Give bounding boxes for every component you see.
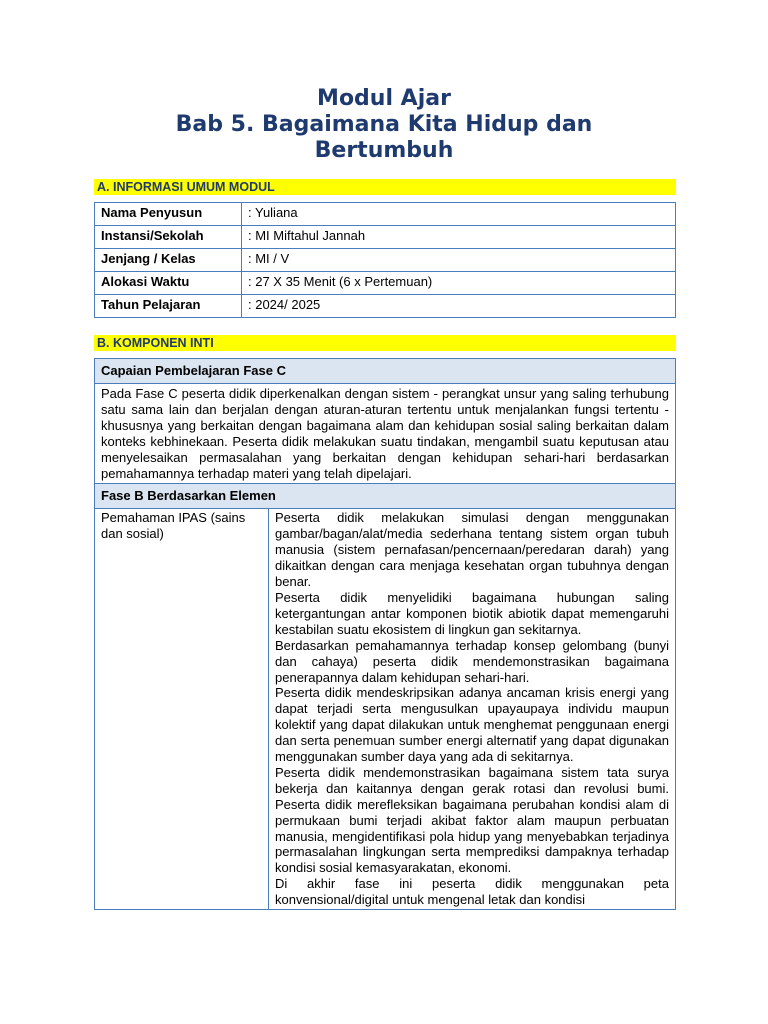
info-key: Instansi/Sekolah bbox=[95, 226, 242, 249]
info-value: : MI Miftahul Jannah bbox=[242, 226, 676, 249]
element-paragraph: Di akhir fase ini peserta didik menggunakan peta konvensional/digital untuk mengenal letak dan kondisi bbox=[275, 876, 669, 908]
element-paragraph: Berdasarkan pemahamannya terhadap konsep gelombang (bunyi dan cahaya) peserta didik mendemonstrasikan bagaimana penerapannya dalam kehidupan sehari-hari. bbox=[275, 637, 669, 685]
table-row bbox=[95, 272, 676, 295]
fase-header: Fase B Berdasarkan Elemen bbox=[95, 484, 676, 509]
cp-header: Capaian Pembelajaran Fase C bbox=[95, 359, 676, 384]
info-key: Jenjang / Kelas bbox=[95, 249, 242, 272]
info-value: : MI / V bbox=[242, 249, 676, 272]
section-a-heading: A. INFORMASI UMUM MODUL bbox=[94, 179, 676, 195]
table-row bbox=[95, 295, 676, 318]
info-value: : 2024/ 2025 bbox=[242, 295, 676, 318]
title-line-1: Modul Ajar bbox=[317, 86, 451, 111]
table-row bbox=[95, 359, 676, 384]
table-row bbox=[95, 384, 676, 484]
table-row bbox=[95, 226, 676, 249]
section-b-heading: B. KOMPONEN INTI bbox=[94, 335, 676, 351]
info-key: Alokasi Waktu bbox=[95, 272, 242, 295]
info-key: Tahun Pelajaran bbox=[95, 295, 242, 318]
info-key: Nama Penyusun bbox=[95, 203, 242, 226]
element-paragraph: Peserta didik mendeskripsikan adanya ancaman krisis energi yang dapat terjadi serta mengusulkan upayaupaya individu maupun kolektif yang dapat dilakukan untuk menghemat penggunaan energi dan serta penemuan sumber energi alternatif yang dapat digunakan menggunakan sumber daya yang ada di sekitarnya. bbox=[275, 685, 669, 765]
document-title bbox=[0, 86, 768, 164]
title-line-2: Bab 5. Bagaimana Kita Hidup dan bbox=[175, 112, 593, 137]
info-table bbox=[94, 202, 676, 318]
element-name: Pemahaman IPAS (sains dan sosial) bbox=[95, 509, 269, 910]
element-description bbox=[269, 509, 676, 910]
element-paragraph: Peserta didik mendemonstrasikan bagaimana sistem tata surya bekerja dan kaitannya dengan gerak rotasi dan revolusi bumi. Peserta didik merefleksikan bagaimana perubahan kondisi alam di permukaan bumi terjadi akibat faktor alam maupun perbuatan manusia, mengidentifikasi pola hidup yang menyebabkan terjadinya permasalahan lingkungan serta memprediksi dampaknya terhadap kondisi sosial kemasyarakatan, ekonomi. bbox=[275, 764, 669, 876]
table-row bbox=[95, 509, 676, 910]
table-row bbox=[95, 203, 676, 226]
title-line-3: Bertumbuh bbox=[314, 138, 454, 163]
table-row bbox=[95, 249, 676, 272]
cp-text: Pada Fase C peserta didik diperkenalkan dengan sistem - perangkat unsur yang saling terhubung satu sama lain dan berjalan dengan aturan-aturan tertentu untuk menjalankan fungsi tertentu - khususnya yang berkaitan dengan bagaimana alam dan kehidupan sosial saling berkaitan dalam konteks kebhinekaan. Peserta didik melakukan suatu tindakan, mengambil suatu keputusan atau menyelesaikan permasalahan yang berkaitan dengan kehidupan sehari-hari berdasarkan pemahamannya terhadap materi yang telah dipelajari. bbox=[95, 384, 676, 484]
element-paragraph: Peserta didik menyelidiki bagaimana hubungan saling ketergantungan antar komponen biotik abiotik dapat memengaruhi kestabilan suatu ekosistem di lingkun gan sekitarnya. bbox=[275, 589, 669, 637]
table-row bbox=[95, 484, 676, 509]
component-table bbox=[94, 358, 676, 910]
element-paragraph: Peserta didik melakukan simulasi dengan menggunakan gambar/bagan/alat/media sederhana tentang sistem organ tubuh manusia (sistem pernafasan/pencernaan/peredaran darah) yang dikaitkan dengan cara menjaga kesehatan organ tubuhnya dengan benar. bbox=[275, 510, 669, 590]
info-value: : Yuliana bbox=[242, 203, 676, 226]
info-value: : 27 X 35 Menit (6 x Pertemuan) bbox=[242, 272, 676, 295]
